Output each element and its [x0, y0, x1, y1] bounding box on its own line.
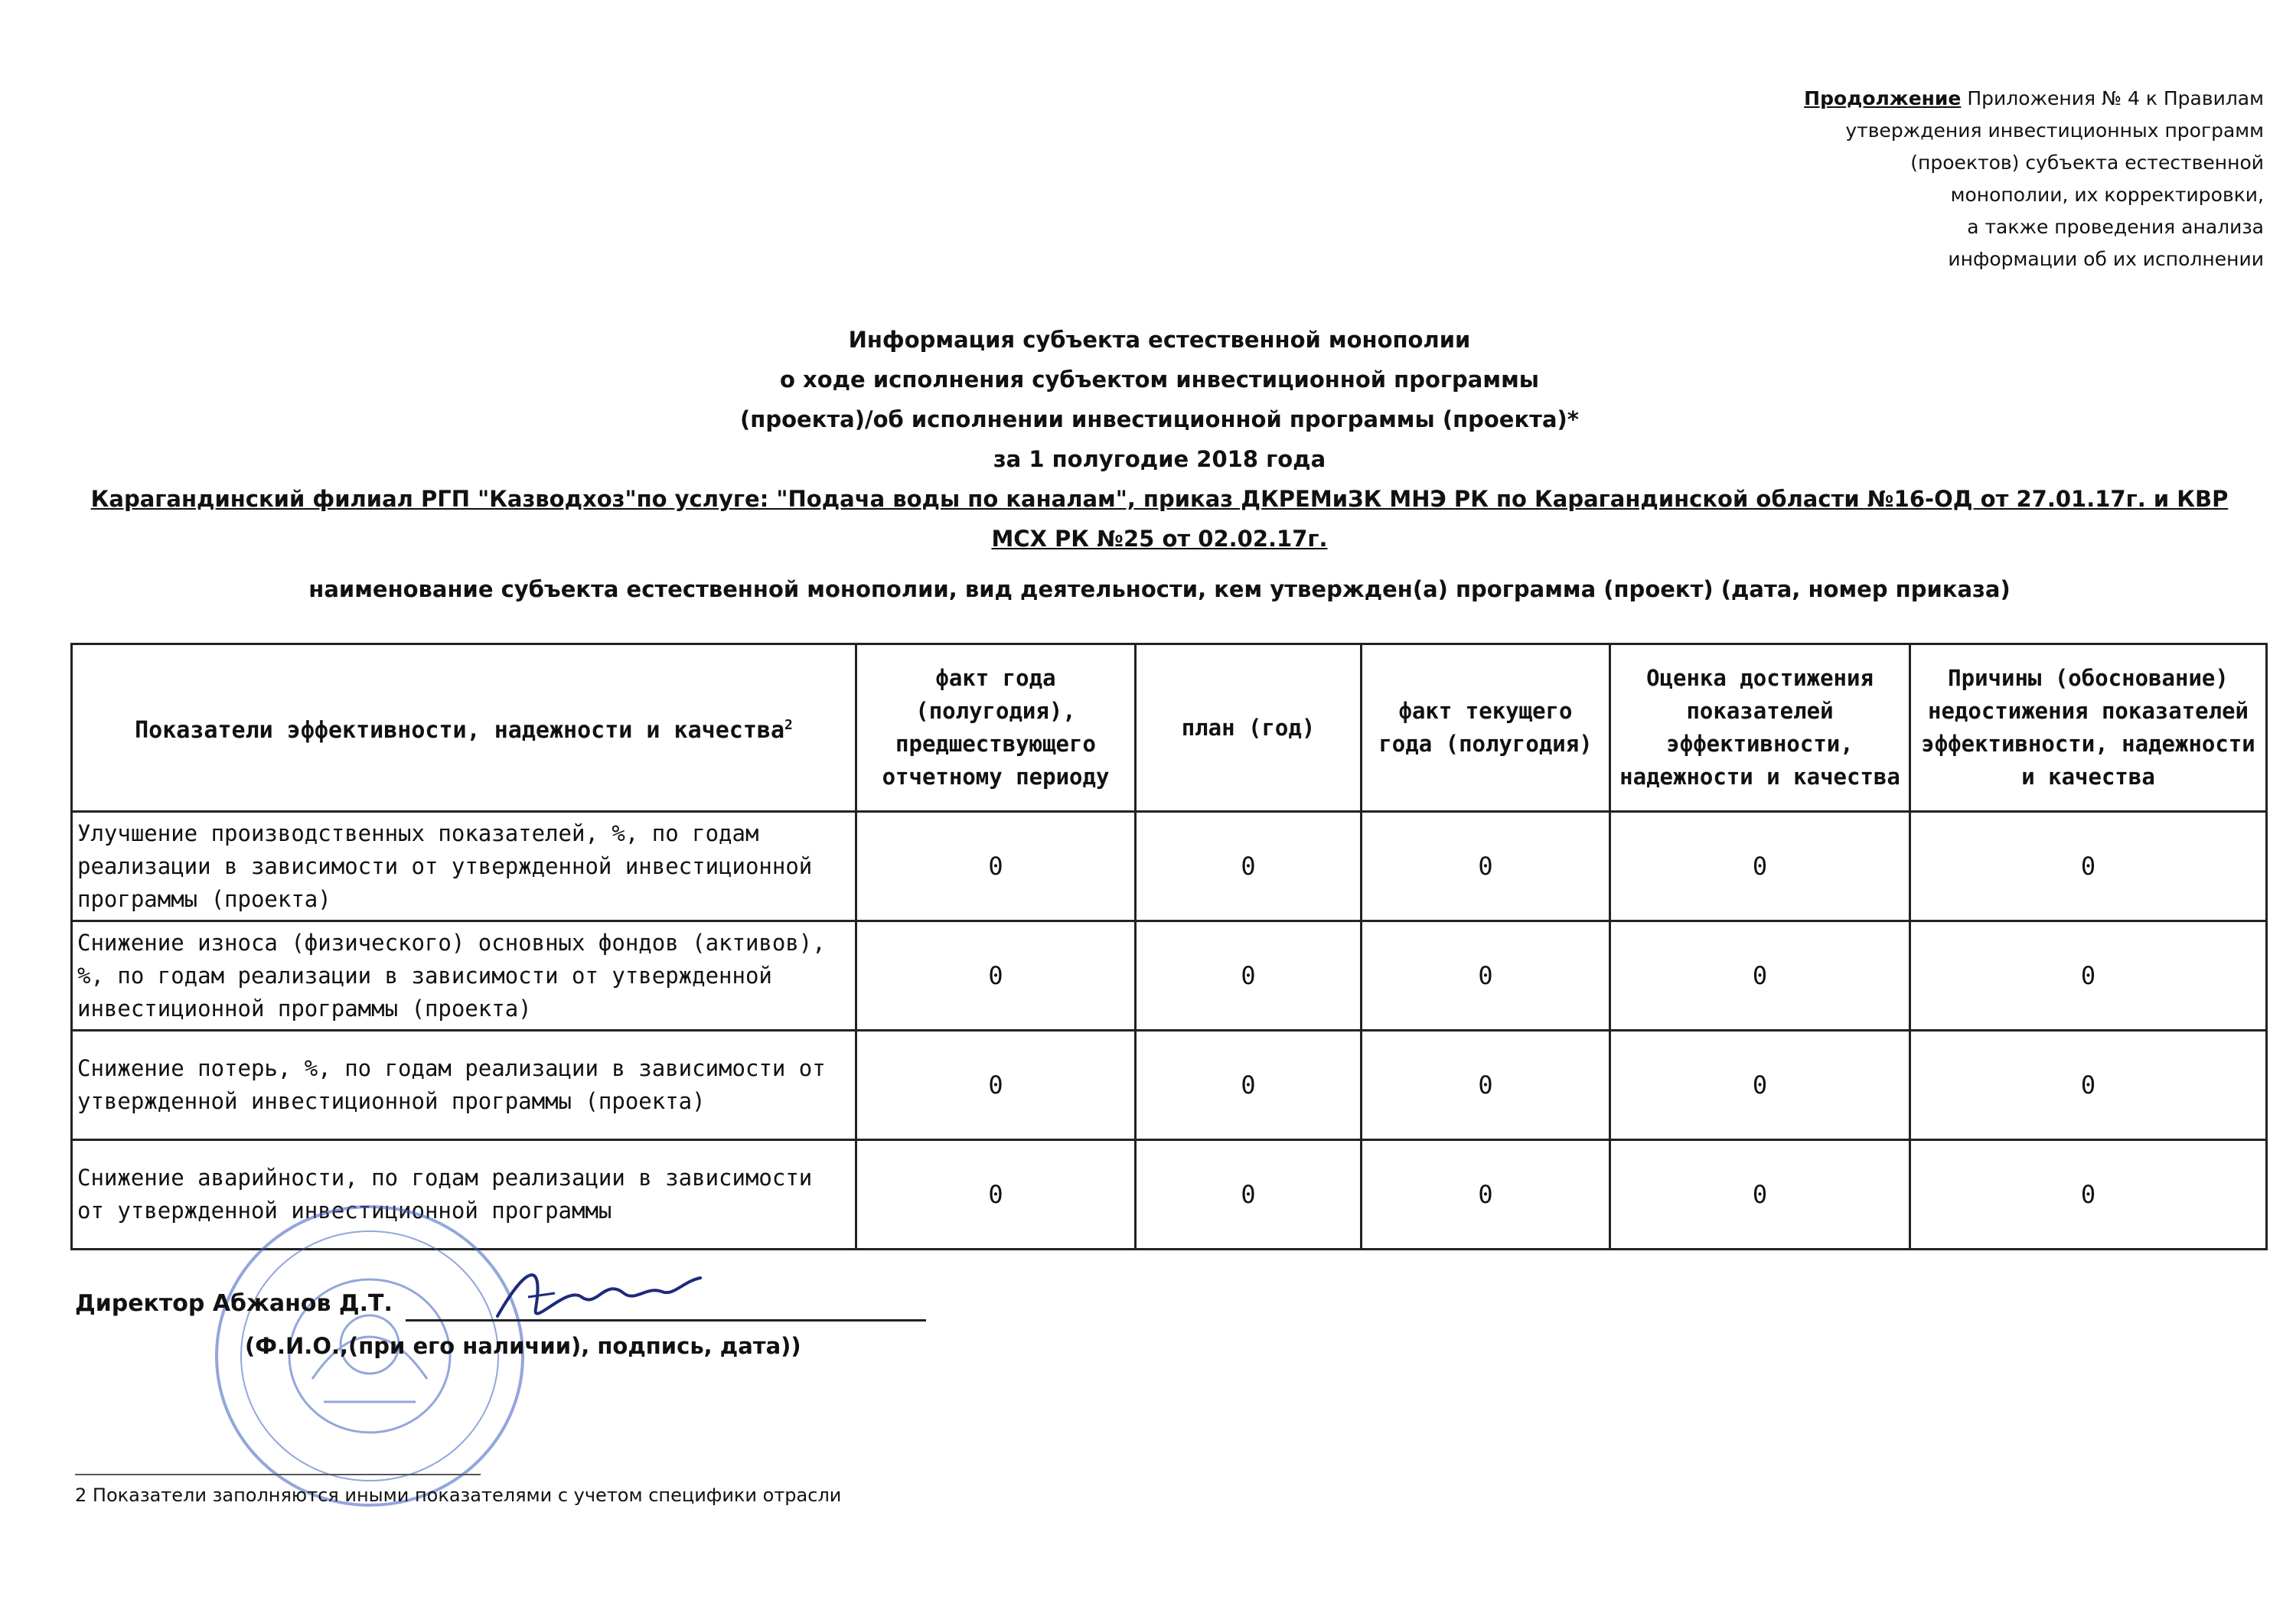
- cell-prev-fact: 0: [856, 812, 1136, 921]
- document-title: [69, 320, 2250, 609]
- appendix-line-5: а также проведения анализа: [1967, 216, 2264, 238]
- cell-prev-fact: 0: [856, 1031, 1136, 1140]
- cell-reasons: 0: [1910, 921, 2267, 1031]
- cell-prev-fact: 0: [856, 921, 1136, 1031]
- appendix-line-6: информации об их исполнении: [1948, 248, 2264, 270]
- cell-plan: 0: [1136, 1031, 1362, 1140]
- title-line-3: (проекта)/об исполнении инвестиционной программы (проекта)*: [740, 406, 1579, 432]
- signature-caption: (Ф.И.О.,(при его наличии), подпись, дата)): [245, 1333, 801, 1359]
- cell-current-fact: 0: [1362, 921, 1610, 1031]
- indicators-table: [70, 643, 2268, 1250]
- organization-caption: наименование субъекта естественной монополии, вид деятельности, кем утвержден(а) программа (проект) (дата, номер приказа): [308, 576, 2011, 602]
- cell-prev-fact: 0: [856, 1140, 1136, 1250]
- appendix-line-4: монополии, их корректировки,: [1950, 184, 2264, 206]
- header-indicators: Показатели эффективности, надежности и качества$^2$: [72, 644, 856, 812]
- director-name: Директор Абжанов Д.Т.: [75, 1290, 393, 1317]
- cell-reasons: 0: [1910, 812, 2267, 921]
- title-line-2: о ходе исполнения субъектом инвестиционной программы: [779, 367, 1540, 393]
- row-label: Снижение аварийности, по годам реализации в зависимости от утвержденной инвестиционной программы: [72, 1140, 856, 1250]
- table-row: [72, 1031, 2267, 1140]
- signature-icon: [482, 1255, 712, 1339]
- cell-assessment: 0: [1610, 1140, 1910, 1250]
- footnote-text: 2 Показатели заполняются иными показателями с учетом специфики отрасли: [75, 1484, 842, 1506]
- footnote-divider: [75, 1474, 481, 1475]
- header-plan: план (год): [1136, 644, 1362, 812]
- row-label: Улучшение производственных показателей, %, по годам реализации в зависимости от утвержденной инвестиционной программы (проекта): [72, 812, 856, 921]
- cell-reasons: 0: [1910, 1140, 2267, 1250]
- header-current-fact: факт текущего года (полугодия): [1362, 644, 1610, 812]
- title-line-1: Информация субъекта естественной монополии: [848, 327, 1471, 353]
- cell-assessment: 0: [1610, 921, 1910, 1031]
- appendix-line-1: Приложения № 4 к Правилам: [1967, 87, 2264, 109]
- table-row: [72, 812, 2267, 921]
- cell-reasons: 0: [1910, 1031, 2267, 1140]
- appendix-line-3: (проектов) субъекта естественной: [1910, 152, 2264, 174]
- appendix-note: [1728, 83, 2264, 275]
- organization-line-1: Карагандинский филиал РГП "Казводхоз"по услуге: "Подача воды по каналам", приказ ДКРЕМиЗК МНЭ РК по Карагандинской области №16-ОД от 27.01.17г. и КВР: [90, 486, 2229, 512]
- header-reasons: Причины (обоснование) недостижения показателей эффективности, надежности и качества: [1910, 644, 2267, 812]
- appendix-lead: Продолжение: [1804, 87, 1962, 109]
- row-label: Снижение потерь, %, по годам реализации в зависимости от утвержденной инвестиционной программы (проекта): [72, 1031, 856, 1140]
- table-header-row: [72, 644, 2267, 812]
- organization-line-2: МСХ РК №25 от 02.02.17г.: [991, 526, 1328, 552]
- cell-plan: 0: [1136, 921, 1362, 1031]
- footnote-mark: 2: [784, 717, 793, 733]
- title-line-4: за 1 полугодие 2018 года: [993, 446, 1326, 472]
- signature-line: [406, 1319, 926, 1322]
- cell-current-fact: 0: [1362, 1140, 1610, 1250]
- appendix-line-2: утверждения инвестиционных программ: [1845, 119, 2264, 142]
- cell-current-fact: 0: [1362, 812, 1610, 921]
- header-prev-fact: факт года (полугодия), предшествующего отчетному периоду: [856, 644, 1136, 812]
- cell-plan: 0: [1136, 1140, 1362, 1250]
- cell-plan: 0: [1136, 812, 1362, 921]
- table-row: [72, 921, 2267, 1031]
- cell-current-fact: 0: [1362, 1031, 1610, 1140]
- cell-assessment: 0: [1610, 1031, 1910, 1140]
- row-label: Снижение износа (физического) основных фондов (активов), %, по годам реализации в зависимости от утвержденной инвестиционной программы (проекта): [72, 921, 856, 1031]
- header-assessment: Оценка достижения показателей эффективности, надежности и качества: [1610, 644, 1910, 812]
- cell-assessment: 0: [1610, 812, 1910, 921]
